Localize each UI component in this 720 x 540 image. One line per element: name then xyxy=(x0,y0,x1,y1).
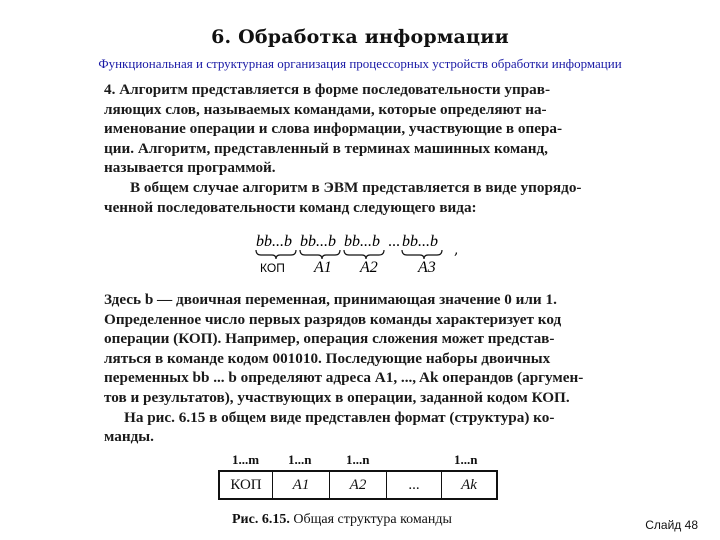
text-line: именование операции и слова информации, участвующие в опера- xyxy=(104,120,563,138)
text-line: манды. xyxy=(104,428,154,446)
page-title: 6. Обработка информации xyxy=(211,26,509,48)
ellipsis-cell: ... xyxy=(387,472,442,498)
text-line: Здесь b — двоичная переменная, принимающая значение 0 или 1. xyxy=(104,291,557,308)
address-label: A3 xyxy=(418,259,436,276)
text-line: ляться в команде кодом 001010. Последующие наборы двоичных xyxy=(104,349,551,367)
field-width-label: 1...n xyxy=(288,452,312,467)
paragraph-algorithm xyxy=(104,80,562,178)
brace xyxy=(256,250,296,259)
paragraph-explanation xyxy=(104,290,583,447)
field-width-label: 1...m xyxy=(232,452,260,467)
command-structure-table xyxy=(218,452,496,500)
opcode-label: КОП xyxy=(260,261,285,275)
command-fields xyxy=(218,470,498,500)
ellipsis: ... xyxy=(388,233,400,250)
caption-label: Рис. 6.15. xyxy=(232,512,290,527)
bit-group: bb...b xyxy=(256,233,292,250)
brace xyxy=(344,250,384,259)
text-line: ченной последовательности команд следующего вида: xyxy=(104,198,477,216)
command-format-formula xyxy=(252,230,472,278)
formula-drawing xyxy=(252,230,472,278)
text-line: ции. Алгоритм, представленный в терминах машинных команд, xyxy=(104,139,548,157)
text-line: называется программой. xyxy=(104,159,276,177)
brace xyxy=(402,250,442,259)
address-cell: Ak xyxy=(461,477,477,493)
text-line: 4. Алгоритм представляется в форме последовательности управ- xyxy=(104,81,551,98)
text-line: операции (КОП). Например, операция сложения может представ- xyxy=(104,330,555,348)
address-label: A2 xyxy=(360,259,378,276)
text-line: На рис. 6.15 в общем виде представлен формат (структура) ко- xyxy=(124,408,555,426)
bit-group: bb...b xyxy=(300,233,336,250)
text-line: В общем случае алгоритм в ЭВМ представляется в виде упорядо- xyxy=(130,179,582,196)
caption-text: Общая структура команды xyxy=(293,512,452,527)
text-line: ляющих слов, называемых командами, которые определяют на- xyxy=(104,100,547,118)
slide-subtitle: Функциональная и структурная организация процессорных устройств обработки информации xyxy=(98,56,622,71)
field-width-label: 1...n xyxy=(454,452,478,467)
paragraph-general xyxy=(104,178,581,217)
address-cell: A2 xyxy=(330,472,387,498)
text-line: переменных bb ... b определяют адреса A1, ..., Ak операндов (аргумен- xyxy=(104,369,584,387)
brace xyxy=(300,250,340,259)
trailing-dot: , xyxy=(454,242,459,258)
address-label: A1 xyxy=(314,259,332,276)
text-line: Определенное число первых разрядов команды характеризует код xyxy=(104,310,562,328)
figure-caption xyxy=(232,512,452,528)
bit-group: bb...b xyxy=(344,233,380,250)
text-line: тов и результатов), участвующих в операции, заданной кодом КОП. xyxy=(104,388,570,406)
bit-group: bb...b xyxy=(402,233,438,250)
field-width-label: 1...n xyxy=(346,452,370,467)
slide-number: Слайд 48 xyxy=(645,518,698,532)
opcode-cell: КОП xyxy=(220,472,273,498)
address-cell: A1 xyxy=(273,472,330,498)
